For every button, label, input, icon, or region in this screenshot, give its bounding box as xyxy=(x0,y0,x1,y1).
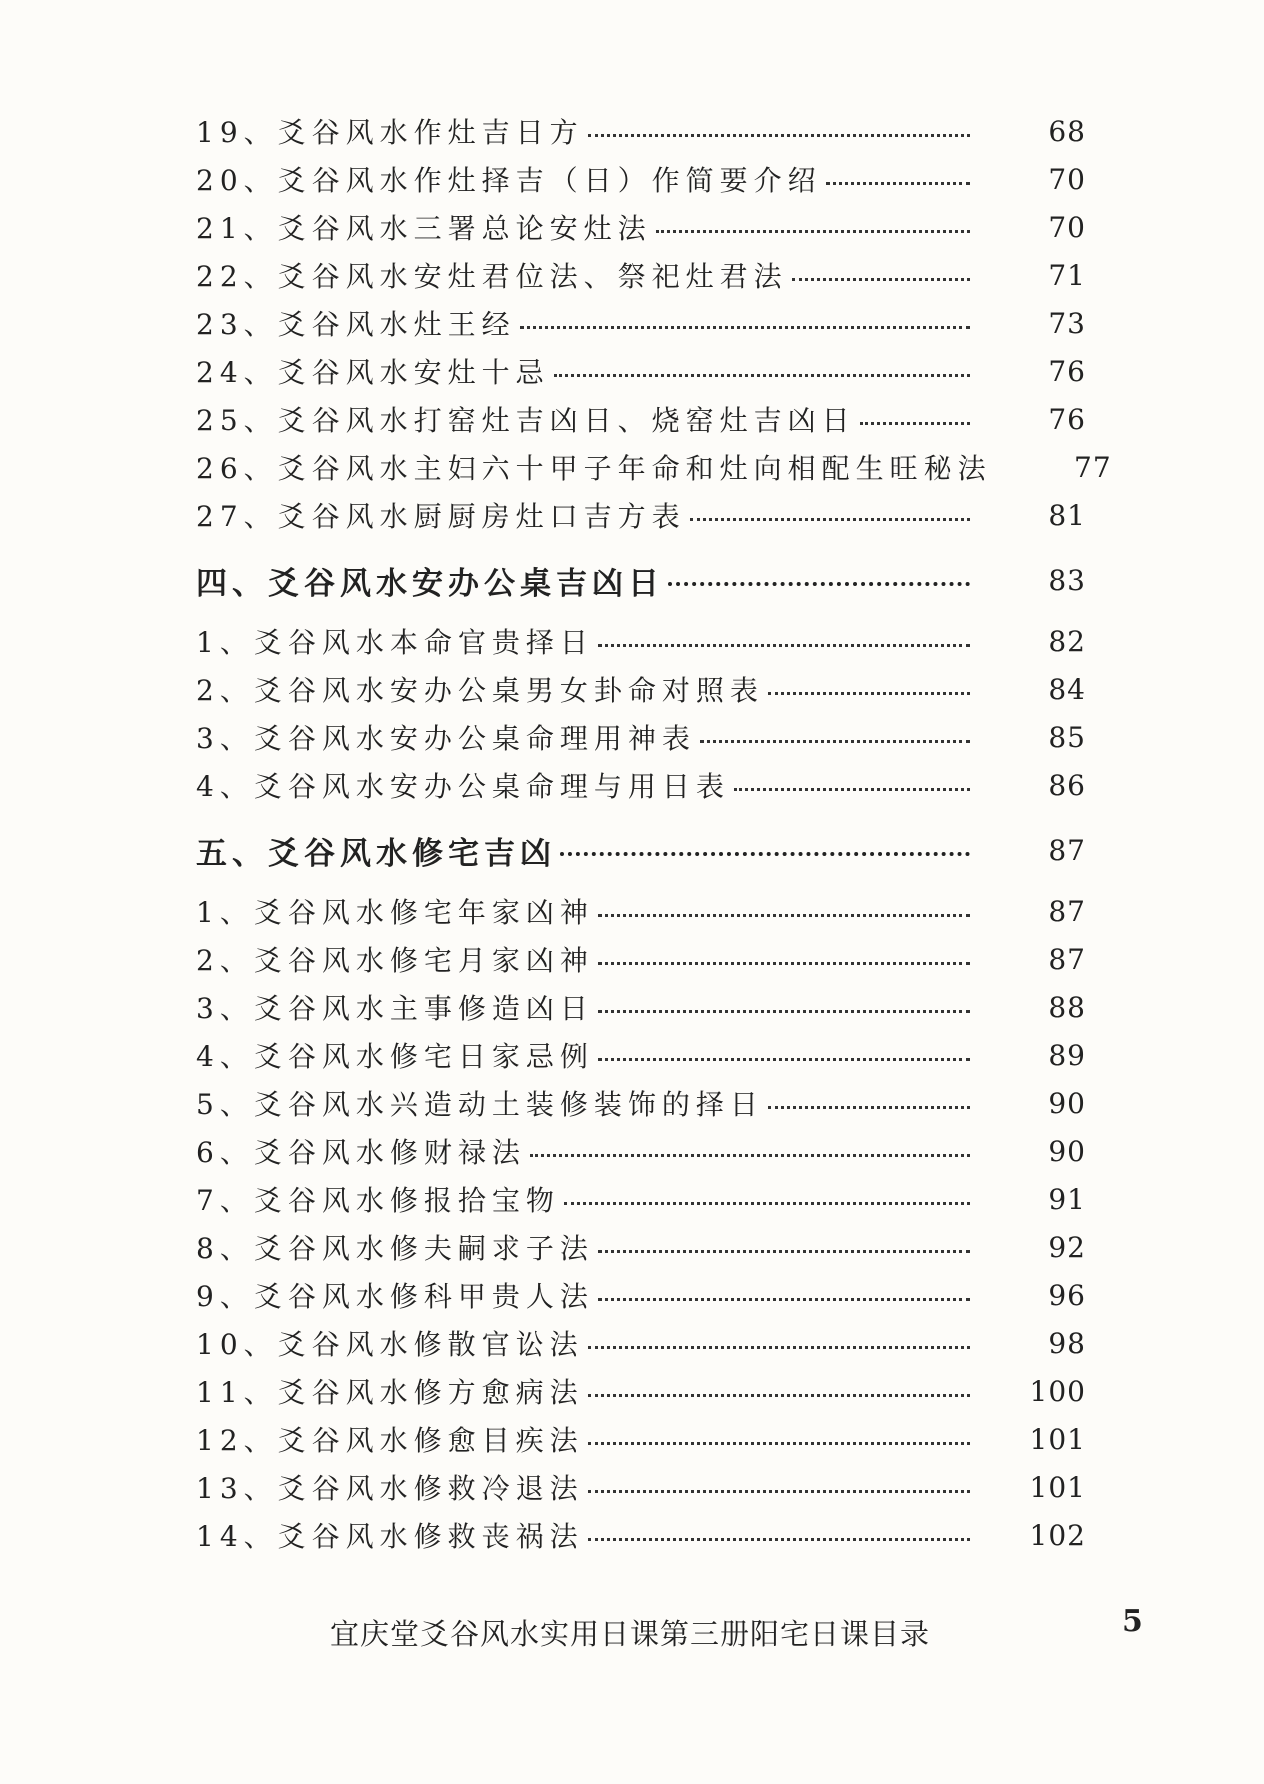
toc-entry-page: 77 xyxy=(1074,450,1112,484)
toc-entry-title: 2、爻谷风水修宅月家凶神 xyxy=(196,944,594,977)
toc-entry xyxy=(196,713,1086,761)
toc-entry-title: 27、爻谷风水厨厨房灶口吉方表 xyxy=(196,500,686,533)
toc-entry-title: 6、爻谷风水修财禄法 xyxy=(196,1136,526,1169)
toc-entry-title: 4、爻谷风水修宅日家忌例 xyxy=(196,1040,594,1073)
toc-entry xyxy=(196,983,1086,1031)
dot-leader xyxy=(656,230,970,233)
dot-leader xyxy=(564,1202,970,1205)
toc-entry-title: 24、爻谷风水安灶十忌 xyxy=(196,356,550,389)
toc-entry xyxy=(196,443,1112,491)
toc-entry xyxy=(196,665,1086,713)
toc-entry-title: 3、爻谷风水安办公桌命理用神表 xyxy=(196,722,696,755)
toc-entry-title: 1、爻谷风水修宅年家凶神 xyxy=(196,896,594,929)
dot-leader xyxy=(598,1250,970,1253)
toc-entry-title: 11、爻谷风水修方愈病法 xyxy=(196,1376,584,1409)
toc-entry xyxy=(196,491,1086,539)
toc-entry-page: 73 xyxy=(1048,306,1086,340)
dot-leader xyxy=(588,134,970,137)
toc-entry-page: 96 xyxy=(1048,1278,1086,1312)
toc-entry-page: 81 xyxy=(1048,498,1086,532)
toc-entry-page: 88 xyxy=(1048,990,1086,1024)
footer-title: 宜庆堂爻谷风水实用日课第三册阳宅日课目录 xyxy=(330,1617,931,1651)
dot-leader xyxy=(690,518,970,521)
toc-entry-title: 9、爻谷风水修科甲贵人法 xyxy=(196,1280,594,1313)
toc-entry-title: 22、爻谷风水安灶君位法、祭祀灶君法 xyxy=(196,260,788,293)
dot-leader xyxy=(860,422,970,425)
dot-leader xyxy=(598,1058,970,1061)
toc-entry-page: 70 xyxy=(1048,162,1086,196)
toc-entry-page: 84 xyxy=(1048,672,1086,706)
toc-entry-title: 21、爻谷风水三署总论安灶法 xyxy=(196,212,652,245)
toc-entry-title: 26、爻谷风水主妇六十甲子年命和灶向相配生旺秘法 xyxy=(196,452,992,485)
toc-entry-title: 五、爻谷风水修宅吉凶 xyxy=(196,835,556,872)
toc-entry xyxy=(196,1511,1086,1559)
toc-section-heading xyxy=(196,821,1086,879)
toc-entry-page: 101 xyxy=(1029,1470,1086,1504)
toc-entry-page: 100 xyxy=(1029,1374,1086,1408)
toc-entry-page: 85 xyxy=(1048,720,1086,754)
toc-entry xyxy=(196,347,1086,395)
toc-entry xyxy=(196,1127,1086,1175)
dot-leader xyxy=(588,1442,970,1445)
toc-entry-title: 12、爻谷风水修愈目疾法 xyxy=(196,1424,584,1457)
dot-leader xyxy=(668,582,970,586)
toc-entry xyxy=(196,155,1086,203)
toc-entry-page: 87 xyxy=(1048,833,1086,867)
toc-entry-title: 1、爻谷风水本命官贵择日 xyxy=(196,626,594,659)
toc-entry xyxy=(196,1415,1086,1463)
toc-entry xyxy=(196,1175,1086,1223)
toc-entry xyxy=(196,1319,1086,1367)
dot-leader xyxy=(560,852,970,856)
toc-entry-title: 5、爻谷风水兴造动土装修装饰的择日 xyxy=(196,1088,764,1121)
toc-entry-page: 91 xyxy=(1048,1182,1086,1216)
toc-entry xyxy=(196,1031,1086,1079)
dot-leader xyxy=(598,1298,970,1301)
toc-entry-title: 25、爻谷风水打窑灶吉凶日、烧窑灶吉凶日 xyxy=(196,404,856,437)
toc-entry-title: 10、爻谷风水修散官讼法 xyxy=(196,1328,584,1361)
toc-entry-page: 102 xyxy=(1029,1518,1086,1552)
toc-entry-title: 2、爻谷风水安办公桌男女卦命对照表 xyxy=(196,674,764,707)
toc-entry xyxy=(196,761,1086,809)
toc-entry-page: 87 xyxy=(1048,942,1086,976)
toc-entry-page: 90 xyxy=(1048,1086,1086,1120)
toc-entry-page: 101 xyxy=(1029,1422,1086,1456)
toc-entry-title: 3、爻谷风水主事修造凶日 xyxy=(196,992,594,1025)
toc-entry-title: 23、爻谷风水灶王经 xyxy=(196,308,516,341)
toc-entry-title: 20、爻谷风水作灶择吉（日）作简要介绍 xyxy=(196,164,822,197)
toc-entry-title: 19、爻谷风水作灶吉日方 xyxy=(196,116,584,149)
page-number: 5 xyxy=(1122,1604,1143,1639)
toc-entry-page: 71 xyxy=(1048,258,1086,292)
toc-entry xyxy=(196,935,1086,983)
toc-entry-page: 92 xyxy=(1048,1230,1086,1264)
toc-entry-page: 68 xyxy=(1048,114,1086,148)
dot-leader xyxy=(792,278,970,281)
toc-section-heading xyxy=(196,551,1086,609)
toc-entry-page: 70 xyxy=(1048,210,1086,244)
dot-leader xyxy=(588,1394,970,1397)
table-of-contents xyxy=(196,107,1112,1559)
toc-entry xyxy=(196,107,1086,155)
toc-entry xyxy=(196,1367,1086,1415)
dot-leader xyxy=(598,914,970,917)
toc-entry-page: 76 xyxy=(1048,354,1086,388)
toc-entry xyxy=(196,395,1086,443)
toc-entry-title: 四、爻谷风水安办公桌吉凶日 xyxy=(196,565,664,602)
toc-entry xyxy=(196,299,1086,347)
dot-leader xyxy=(734,788,970,791)
toc-entry-title: 7、爻谷风水修报拾宝物 xyxy=(196,1184,560,1217)
dot-leader xyxy=(588,1346,970,1349)
dot-leader xyxy=(598,644,970,647)
toc-entry-title: 13、爻谷风水修救冷退法 xyxy=(196,1472,584,1505)
toc-entry xyxy=(196,251,1086,299)
toc-entry xyxy=(196,617,1086,665)
dot-leader xyxy=(598,1010,970,1013)
toc-entry xyxy=(196,887,1086,935)
toc-entry xyxy=(196,1079,1086,1127)
dot-leader xyxy=(700,740,970,743)
toc-entry-title: 14、爻谷风水修救丧祸法 xyxy=(196,1520,584,1553)
toc-entry-page: 86 xyxy=(1048,768,1086,802)
toc-entry xyxy=(196,1463,1086,1511)
toc-entry xyxy=(196,203,1086,251)
toc-entry xyxy=(196,1223,1086,1271)
toc-entry-page: 90 xyxy=(1048,1134,1086,1168)
toc-entry-page: 89 xyxy=(1048,1038,1086,1072)
dot-leader xyxy=(588,1538,970,1541)
dot-leader xyxy=(768,1106,970,1109)
dot-leader xyxy=(554,374,970,377)
dot-leader xyxy=(530,1154,970,1157)
dot-leader xyxy=(598,962,970,965)
dot-leader xyxy=(520,326,970,329)
toc-entry-page: 82 xyxy=(1048,624,1086,658)
dot-leader xyxy=(826,182,970,185)
dot-leader xyxy=(768,692,970,695)
toc-entry-title: 4、爻谷风水安办公桌命理与用日表 xyxy=(196,770,730,803)
toc-entry xyxy=(196,1271,1086,1319)
toc-entry-title: 8、爻谷风水修夫嗣求子法 xyxy=(196,1232,594,1265)
toc-entry-page: 87 xyxy=(1048,894,1086,928)
toc-entry-page: 76 xyxy=(1048,402,1086,436)
toc-entry-page: 98 xyxy=(1048,1326,1086,1360)
dot-leader xyxy=(588,1490,970,1493)
toc-entry-page: 83 xyxy=(1048,563,1086,597)
